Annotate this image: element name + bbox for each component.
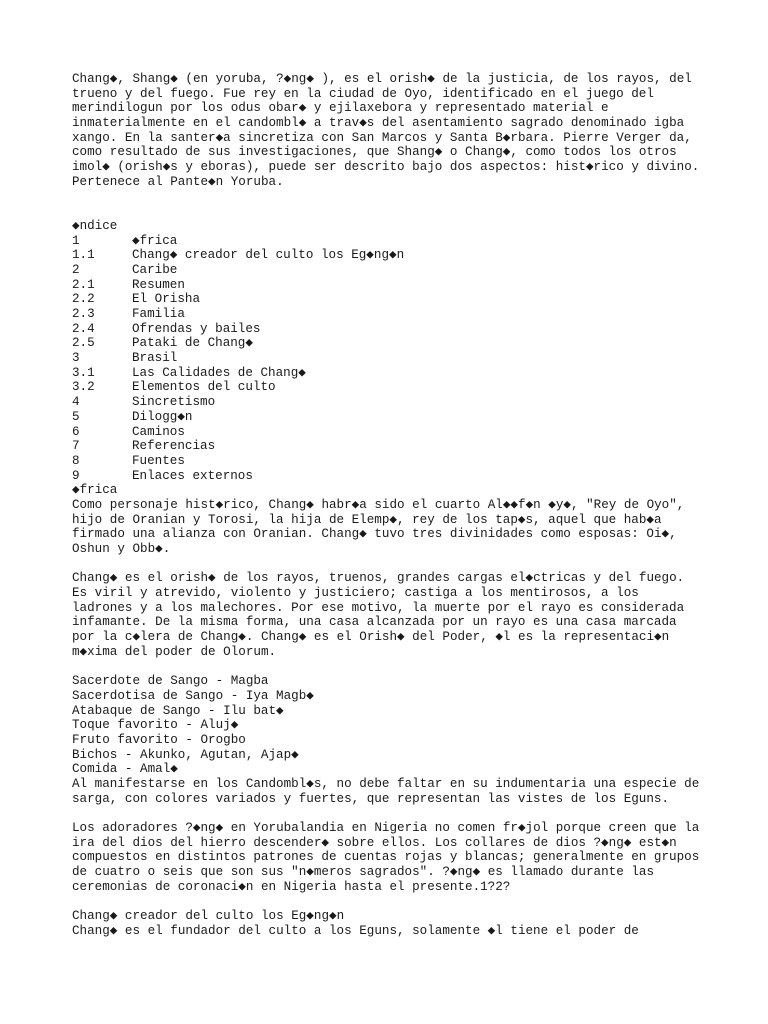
list-item: Comida - Amal◆ [72,762,178,777]
toc-item-title: Caminos [132,424,185,439]
toc-item-title: Caribe [132,262,178,277]
toc-item[interactable] [72,336,712,351]
text-line: trueno y del fuego. Fue rey en la ciudad de Oyo, identificado en el juego del [72,86,654,101]
text-line: ceremonias de coronaci◆n en Nigeria hasta el presente.1?2? [72,879,511,894]
list-item: Bichos - Akunko, Agutan, Ajap◆ [72,747,299,762]
toc-item-number: 1.1 [72,248,95,263]
toc-item-number: 3.2 [72,380,95,395]
text-line: hijo de Oranian y Torosi, la hija de Elemp◆, rey de los tap◆s, aquel que hab◆a [72,512,662,527]
text-line: como resultado de sus investigaciones, que Shang◆ o Chang◆, como todos los otros [72,145,677,160]
intro-paragraph [72,72,712,190]
toc-item-number: 4 [72,395,80,410]
text-line: merindilogun por los odus obar◆ y ejilaxebora y representado material e [72,101,609,116]
toc-item-number: 2.1 [72,277,95,292]
list-item: Toque favorito - Aluj◆ [72,718,239,733]
toc-item-title: Las Calidades de Chang◆ [132,365,306,380]
text-line: m◆xima del poder de Olorum. [72,644,277,659]
list-item: Sacerdote de Sango - Magba [72,674,269,689]
toc-item-title: Sincretismo [132,395,216,410]
text-line: infamante. De la misma forma, una casa alcanzada por un rayo es una casa marcada [72,615,677,630]
text-line: Oshun y Obb◆. [72,542,171,556]
toc-item[interactable] [72,263,712,278]
text-line: Es viril y atrevido, violento y justiciero; castiga a los mentirosos, a los [72,586,639,601]
toc-item-title: Referencias [132,439,216,454]
section-heading: ◆frica [72,483,118,498]
document-page [72,72,712,939]
toc-item-number: 8 [72,453,80,468]
toc-item-title: El Orisha [132,292,201,307]
list-item: Sacerdotisa de Sango - Iya Magb◆ [72,688,314,703]
spacer [72,557,712,572]
toc-item-number: 3 [72,351,80,366]
toc-item[interactable] [72,380,712,395]
spacer [72,204,712,219]
toc-item-number: 9 [72,468,80,483]
toc-item[interactable] [72,278,712,293]
text-line: Pertenece al Pante◆n Yoruba. [72,174,284,189]
section-africa [72,483,712,894]
text-line: Chang◆ es el orish◆ de los rayos, truenos, grandes cargas el◆ctricas y del fuego. [72,571,685,586]
toc-item-number: 1 [72,233,80,248]
section-creator [72,909,712,938]
toc-item[interactable] [72,307,712,322]
text-line: Chang◆, Shang◆ (en yoruba, ?◆ng◆ ), es el orish◆ de la justicia, de los rayos, del [72,72,692,86]
toc-item-number: 2.4 [72,321,95,336]
toc-item-number: 7 [72,439,80,454]
text-line: Al manifestarse en los Candombl◆s, no debe faltar en su indumentaria una especie de [72,777,700,791]
toc-item-title: Resumen [132,277,185,292]
text-line: Chang◆ es el fundador del culto a los Eguns, solamente ◆l tiene el poder de [72,923,639,938]
toc-item[interactable] [72,395,712,410]
section-heading: Chang◆ creador del culto los Eg◆ng◆n [72,909,345,924]
toc-item-title: Familia [132,307,185,321]
toc-item-number: 2.3 [72,307,95,321]
spacer [72,660,712,675]
toc-item[interactable] [72,248,712,263]
toc-item-number: 3.1 [72,365,95,380]
toc-item[interactable] [72,322,712,337]
text-line: ladrones y a los malechores. Por ese motivo, la muerte por el rayo es considerada [72,600,685,615]
spacer [72,190,712,205]
toc-heading: ◆ndice [72,218,118,233]
list-item: Fruto favorito - Orogbo [72,732,246,747]
toc-item-number: 2 [72,262,80,277]
toc-item-title: Chang◆ creador del culto los Eg◆ng◆n [132,248,405,263]
toc-item[interactable] [72,425,712,440]
toc-item-title: Dilogg◆n [132,409,193,424]
text-line: ira del dios del hierro descender◆ sobre ellos. Los collares de dios ?◆ng◆ est◆n [72,835,677,850]
spacer [72,895,712,910]
text-line: compuestos en distintos patrones de cuentas rojas y blancas; generalmente en grupos [72,850,700,865]
table-of-contents [72,219,712,483]
toc-item-title: ◆frica [132,233,178,248]
spacer [72,806,712,821]
toc-item-title: Fuentes [132,453,185,468]
text-line: Como personaje hist◆rico, Chang◆ habr◆a sido el cuarto Al◆◆f◆n ◆y◆, "Rey de Oyo", [72,497,685,512]
toc-item[interactable] [72,454,712,469]
toc-item-number: 2.2 [72,292,95,307]
text-line: sarga, con colores variados y fuertes, que representan las vistes de los Eguns. [72,791,670,806]
toc-item[interactable] [72,366,712,381]
toc-item-number: 2.5 [72,336,95,351]
toc-item-title: Ofrendas y bailes [132,321,261,336]
toc-item[interactable] [72,439,712,454]
list-item: Atabaque de Sango - Ilu bat◆ [72,703,284,718]
text-line: imol◆ (orish◆s y eboras), puede ser descrito bajo dos aspectos: hist◆rico y divino. [72,160,700,175]
toc-item-number: 6 [72,424,80,439]
toc-item-title: Pataki de Chang◆ [132,336,253,351]
text-line: Los adoradores ?◆ng◆ en Yorubalandia en Nigeria no comen fr◆jol porque creen que la [72,821,700,836]
text-line: por la c◆lera de Chang◆. Chang◆ es el Orish◆ del Poder, ◆l es la representaci◆n [72,630,670,645]
text-line: firmado una alianza con Oranian. Chang◆ tuvo tres divinidades como esposas: Oi◆, [72,527,677,542]
toc-item-number: 5 [72,409,80,424]
toc-item[interactable] [72,410,712,425]
toc-item-title: Elementos del culto [132,380,276,395]
text-line: de cuatro o seis que son sus "n◆meros sagrados". ?◆ng◆ es llamado durante las [72,865,654,880]
toc-item[interactable] [72,351,712,366]
text-line: xango. En la santer◆a sincretiza con San Marcos y Santa B◆rbara. Pierre Verger da, [72,130,692,145]
toc-item[interactable] [72,469,712,484]
toc-item[interactable] [72,234,712,249]
text-line: inmaterialmente en el candombl◆ a trav◆s del asentamiento sagrado denominado igba [72,116,685,131]
toc-item-title: Enlaces externos [132,468,253,483]
toc-item[interactable] [72,292,712,307]
toc-item-title: Brasil [132,351,178,366]
